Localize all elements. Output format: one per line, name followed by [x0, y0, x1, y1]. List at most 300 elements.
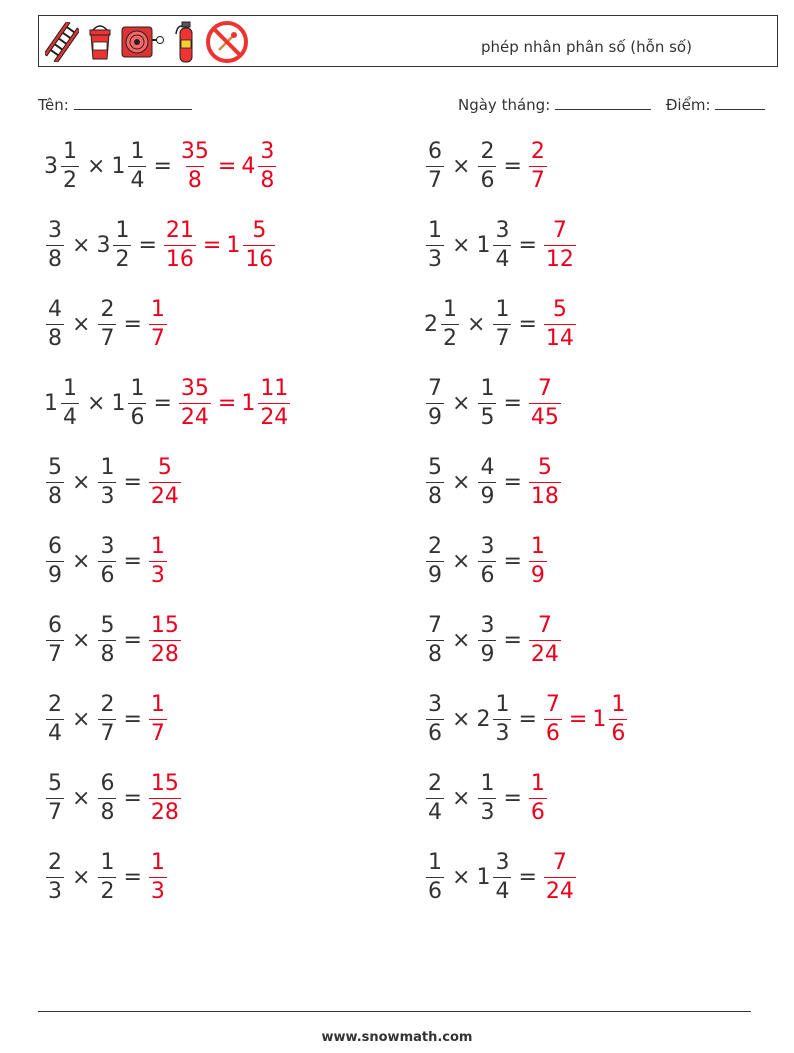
answer-mixed-number	[592, 691, 629, 746]
icon-strip	[45, 20, 249, 64]
first-factor	[44, 849, 66, 904]
second-factor-denominator: 8	[100, 641, 115, 667]
first-factor	[424, 217, 446, 272]
first-factor-numerator: 5	[48, 454, 62, 480]
second-factor-denominator: 4	[130, 167, 145, 193]
answer-fraction-fraction	[544, 691, 562, 746]
answer-fraction	[542, 296, 578, 351]
second-factor-fraction	[98, 533, 116, 588]
answer-mixed-number-fraction	[258, 375, 290, 430]
answer-fraction-numerator: 1	[150, 849, 165, 875]
second-factor-denominator: 7	[100, 325, 115, 351]
second-factor-fraction	[478, 533, 496, 588]
problem-item	[424, 532, 549, 590]
second-factor-numerator: 3	[480, 612, 495, 638]
second-factor-numerator: 1	[100, 849, 115, 875]
answer	[177, 375, 292, 430]
answer	[542, 849, 578, 904]
second-factor	[96, 217, 133, 272]
answer	[147, 533, 169, 588]
second-factor	[96, 454, 118, 509]
first-factor-numerator: 4	[48, 296, 62, 322]
answer-fraction-fraction	[149, 533, 167, 588]
second-factor-numerator: 1	[130, 138, 145, 164]
answer-fraction-denominator: 6	[530, 799, 545, 825]
first-factor-denominator: 4	[63, 404, 77, 430]
first-factor-denominator: 3	[428, 246, 442, 272]
footer-url: www.snowmath.com	[321, 1030, 473, 1045]
problem-item	[424, 611, 563, 669]
answer	[147, 612, 183, 667]
times-sign: ×	[452, 153, 471, 179]
answer	[542, 691, 629, 746]
problem-item	[44, 532, 169, 590]
equals-sign: =	[518, 706, 537, 732]
first-factor-denominator: 6	[428, 720, 442, 746]
times-sign: ×	[72, 469, 91, 495]
first-factor-numerator: 1	[63, 138, 77, 164]
fire-extinguisher-icon	[173, 20, 197, 64]
first-factor	[44, 138, 81, 193]
answer-mixed-number-whole: 1	[592, 706, 607, 732]
first-factor-denominator: 2	[63, 167, 77, 193]
name-field	[38, 95, 192, 114]
first-factor	[424, 296, 461, 351]
times-sign: ×	[72, 311, 91, 337]
second-factor-denominator: 6	[480, 167, 495, 193]
second-factor-fraction	[493, 217, 511, 272]
second-factor-whole: 2	[476, 706, 491, 732]
answer	[527, 612, 563, 667]
answer-fraction	[147, 454, 183, 509]
answer-fraction-numerator: 15	[150, 770, 179, 796]
problem-item	[424, 295, 578, 353]
second-factor-denominator: 3	[495, 720, 510, 746]
second-factor-denominator: 3	[480, 799, 495, 825]
second-factor	[111, 375, 148, 430]
answer-fraction	[542, 691, 564, 746]
first-factor-numerator: 2	[48, 691, 62, 717]
answer	[177, 138, 278, 193]
second-factor-numerator: 1	[100, 454, 115, 480]
first-factor-denominator: 4	[428, 799, 442, 825]
answer-mixed-number-whole: 4	[241, 153, 256, 179]
second-factor-denominator: 5	[480, 404, 495, 430]
date-blank[interactable]	[555, 95, 651, 110]
answer-fraction	[147, 691, 169, 746]
first-factor	[44, 375, 81, 430]
name-blank[interactable]	[74, 95, 192, 110]
first-factor-numerator: 2	[48, 849, 62, 875]
answer-fraction-denominator: 9	[530, 562, 545, 588]
first-factor-numerator: 5	[428, 454, 442, 480]
times-sign: ×	[72, 232, 91, 258]
first-factor-whole: 1	[44, 390, 58, 416]
times-sign: ×	[452, 864, 471, 890]
times-sign: ×	[452, 548, 471, 574]
second-factor-fraction	[493, 849, 511, 904]
answer-fraction-denominator: 12	[545, 246, 574, 272]
answer-fraction-denominator: 6	[545, 720, 560, 746]
answer-fraction-fraction	[544, 217, 576, 272]
answer-fraction-fraction	[529, 612, 561, 667]
equals-sign: =	[518, 232, 537, 258]
second-factor	[476, 454, 498, 509]
answer-fraction-fraction	[179, 375, 211, 430]
second-factor-numerator: 1	[115, 217, 130, 243]
second-factor-fraction	[98, 296, 116, 351]
answer-fraction-fraction	[544, 296, 576, 351]
first-factor-denominator: 8	[48, 325, 62, 351]
answer-fraction-fraction	[164, 217, 196, 272]
answer-fraction	[527, 612, 563, 667]
second-factor-denominator: 7	[100, 720, 115, 746]
times-sign: ×	[87, 153, 106, 179]
problem-item	[44, 690, 169, 748]
answer	[527, 533, 549, 588]
first-factor-denominator: 2	[443, 325, 457, 351]
first-factor-numerator: 2	[428, 770, 442, 796]
first-factor-numerator: 7	[428, 375, 442, 401]
first-factor-numerator: 1	[428, 849, 442, 875]
first-factor	[424, 454, 446, 509]
answer-mixed-number-fraction	[609, 691, 627, 746]
first-factor-fraction	[426, 533, 444, 588]
second-factor-numerator: 1	[480, 770, 495, 796]
second-factor-fraction	[478, 612, 496, 667]
problem-item	[424, 690, 629, 748]
second-factor-numerator: 2	[100, 296, 115, 322]
second-factor	[96, 691, 118, 746]
first-factor-fraction	[46, 612, 64, 667]
first-factor-fraction	[441, 296, 459, 351]
second-factor	[476, 533, 498, 588]
second-factor-fraction	[128, 138, 146, 193]
answer-mixed-number-whole: 1	[226, 232, 241, 258]
answer-mixed-number-denominator: 24	[260, 404, 289, 430]
second-factor-numerator: 3	[495, 849, 510, 875]
equals-sign: =	[123, 548, 142, 574]
first-factor-denominator: 7	[428, 167, 442, 193]
second-factor-fraction	[113, 217, 131, 272]
answer	[542, 217, 578, 272]
equals-sign: =	[123, 469, 142, 495]
first-factor-fraction	[61, 375, 79, 430]
date-label: Ngày tháng:	[458, 96, 551, 114]
second-factor-fraction	[98, 612, 116, 667]
first-factor-numerator: 6	[48, 533, 62, 559]
answer-fraction-denominator: 7	[530, 167, 545, 193]
second-factor-numerator: 4	[480, 454, 495, 480]
second-factor-numerator: 2	[480, 138, 495, 164]
answer-fraction-fraction	[149, 849, 167, 904]
first-factor	[424, 691, 446, 746]
first-factor-fraction	[426, 849, 444, 904]
header-box	[38, 15, 778, 67]
answer-fraction	[542, 849, 578, 904]
answer-fraction-numerator: 1	[150, 691, 165, 717]
second-factor-fraction	[128, 375, 146, 430]
first-factor	[424, 612, 446, 667]
first-factor-fraction	[46, 691, 64, 746]
first-factor-numerator: 5	[48, 770, 62, 796]
answer-fraction-denominator: 28	[150, 641, 179, 667]
answer	[527, 454, 563, 509]
first-factor-fraction	[46, 849, 64, 904]
first-factor	[44, 454, 66, 509]
answer-mixed-number-numerator: 11	[260, 375, 289, 401]
problem-item	[44, 611, 183, 669]
second-factor-fraction	[98, 691, 116, 746]
problem-item	[44, 848, 169, 906]
answer-mixed-number	[226, 217, 277, 272]
first-factor-fraction	[46, 770, 64, 825]
ladder-icon	[45, 22, 79, 62]
equals-sign: =	[123, 785, 142, 811]
answer-fraction-denominator: 24	[530, 641, 559, 667]
first-factor-numerator: 2	[428, 533, 442, 559]
equals-sign: =	[153, 153, 172, 179]
second-factor-denominator: 8	[100, 799, 115, 825]
answer-mixed-number-numerator: 5	[252, 217, 267, 243]
answer-mixed-number-denominator: 8	[260, 167, 275, 193]
score-blank[interactable]	[715, 95, 765, 110]
second-factor	[476, 770, 498, 825]
answer-fraction	[527, 375, 563, 430]
answer-fraction-denominator: 24	[150, 483, 179, 509]
answer-fraction-fraction	[179, 138, 211, 193]
second-factor-denominator: 2	[115, 246, 130, 272]
first-factor-denominator: 9	[428, 562, 442, 588]
first-factor-numerator: 1	[428, 217, 442, 243]
second-factor	[96, 296, 118, 351]
answer-fraction-numerator: 7	[552, 217, 567, 243]
first-factor-numerator: 7	[428, 612, 442, 638]
equals-sign: =	[123, 706, 142, 732]
second-factor	[476, 217, 513, 272]
answer-fraction-fraction	[149, 691, 167, 746]
answer-mixed-number-whole: 1	[241, 390, 256, 416]
answer-mixed-number-denominator: 6	[611, 720, 626, 746]
first-factor-whole: 2	[424, 311, 438, 337]
first-factor-denominator: 8	[428, 641, 442, 667]
times-sign: ×	[452, 469, 471, 495]
second-factor	[476, 691, 513, 746]
first-factor-numerator: 6	[428, 138, 442, 164]
second-factor	[491, 296, 513, 351]
answer-equals-sign: =	[217, 153, 237, 179]
problem-item	[44, 453, 183, 511]
answer-equals-sign: =	[217, 390, 237, 416]
second-factor-numerator: 3	[495, 217, 510, 243]
equals-sign: =	[503, 390, 522, 416]
date-score-field	[458, 95, 765, 114]
first-factor	[424, 533, 446, 588]
first-factor-denominator: 9	[428, 404, 442, 430]
second-factor-fraction	[493, 691, 511, 746]
equals-sign: =	[123, 864, 142, 890]
first-factor	[44, 217, 66, 272]
first-factor-denominator: 3	[48, 878, 62, 904]
first-factor-denominator: 4	[48, 720, 62, 746]
first-factor	[44, 770, 66, 825]
answer-fraction	[542, 217, 578, 272]
second-factor-fraction	[98, 849, 116, 904]
answer-fraction-numerator: 7	[545, 691, 560, 717]
answer-fraction-numerator: 1	[150, 533, 165, 559]
answer-fraction-denominator: 24	[180, 404, 209, 430]
answer-fraction-numerator: 35	[180, 138, 209, 164]
second-factor	[476, 138, 498, 193]
answer-fraction-numerator: 5	[157, 454, 172, 480]
answer-fraction-denominator: 16	[165, 246, 194, 272]
answer-fraction	[527, 770, 549, 825]
answer-mixed-number	[241, 375, 292, 430]
times-sign: ×	[72, 548, 91, 574]
first-factor-denominator: 8	[48, 246, 62, 272]
problem-item	[424, 453, 563, 511]
answer-fraction	[147, 296, 169, 351]
answer-fraction-fraction	[149, 612, 181, 667]
first-factor-denominator: 9	[48, 562, 62, 588]
answer	[542, 296, 578, 351]
answer	[162, 217, 277, 272]
answer	[147, 454, 183, 509]
first-factor	[424, 138, 446, 193]
answer-mixed-number-fraction	[243, 217, 275, 272]
answer-fraction	[527, 533, 549, 588]
problem-item	[44, 137, 278, 195]
first-factor-fraction	[426, 691, 444, 746]
no-matches-icon	[205, 20, 249, 64]
first-factor-fraction	[46, 454, 64, 509]
times-sign: ×	[452, 785, 471, 811]
answer-fraction-fraction	[149, 454, 181, 509]
answer-fraction-denominator: 3	[150, 878, 165, 904]
answer	[527, 138, 549, 193]
second-factor-whole: 3	[96, 232, 111, 258]
answer-fraction-numerator: 1	[530, 770, 545, 796]
second-factor-numerator: 6	[100, 770, 115, 796]
answer-mixed-number-numerator: 3	[260, 138, 275, 164]
first-factor-fraction	[46, 217, 64, 272]
equals-sign: =	[123, 627, 142, 653]
second-factor-fraction	[478, 375, 496, 430]
first-factor-fraction	[426, 217, 444, 272]
answer-fraction-fraction	[529, 770, 547, 825]
answer-fraction-denominator: 7	[150, 325, 165, 351]
second-factor	[111, 138, 148, 193]
answer-fraction-fraction	[529, 533, 547, 588]
second-factor	[476, 849, 513, 904]
times-sign: ×	[72, 785, 91, 811]
answer-fraction-numerator: 15	[150, 612, 179, 638]
problem-item	[44, 374, 292, 432]
first-factor-fraction	[426, 770, 444, 825]
problem-item	[424, 769, 549, 827]
answer-mixed-number	[241, 138, 278, 193]
times-sign: ×	[467, 311, 486, 337]
answer-fraction-numerator: 1	[150, 296, 165, 322]
first-factor	[424, 770, 446, 825]
first-factor	[44, 296, 66, 351]
second-factor-whole: 1	[111, 390, 126, 416]
second-factor-fraction	[478, 138, 496, 193]
answer	[147, 770, 183, 825]
answer-mixed-number-numerator: 1	[611, 691, 626, 717]
answer-fraction-fraction	[544, 849, 576, 904]
second-factor-fraction	[98, 770, 116, 825]
first-factor-denominator: 8	[48, 483, 62, 509]
first-factor-numerator: 3	[48, 217, 62, 243]
second-factor-whole: 1	[476, 864, 491, 890]
second-factor-numerator: 1	[495, 296, 510, 322]
problem-item	[424, 374, 563, 432]
second-factor-numerator: 2	[100, 691, 115, 717]
problem-item	[424, 216, 578, 274]
second-factor-fraction	[478, 770, 496, 825]
equals-sign: =	[503, 785, 522, 811]
answer	[147, 691, 169, 746]
second-factor	[96, 770, 118, 825]
answer-fraction	[177, 138, 213, 193]
problem-item	[44, 295, 169, 353]
problem-item	[424, 137, 549, 195]
answer-fraction-denominator: 3	[150, 562, 165, 588]
answer-fraction	[147, 612, 183, 667]
second-factor-denominator: 2	[100, 878, 115, 904]
answer-fraction-denominator: 7	[150, 720, 165, 746]
answer-fraction	[162, 217, 198, 272]
answer-fraction	[147, 533, 169, 588]
equals-sign: =	[503, 627, 522, 653]
second-factor-denominator: 4	[495, 878, 510, 904]
second-factor	[96, 533, 118, 588]
answer-equals-sign: =	[202, 232, 222, 258]
name-label: Tên:	[38, 96, 69, 114]
second-factor-whole: 1	[111, 153, 126, 179]
first-factor-fraction	[61, 138, 79, 193]
answer-fraction-denominator: 14	[545, 325, 574, 351]
second-factor-numerator: 1	[480, 375, 495, 401]
answer-fraction-numerator: 21	[165, 217, 194, 243]
equals-sign: =	[518, 311, 537, 337]
answer-equals-sign: =	[568, 706, 588, 732]
second-factor	[476, 375, 498, 430]
second-factor-denominator: 3	[100, 483, 115, 509]
fire-hose-reel-icon	[121, 22, 165, 62]
answer-fraction-denominator: 24	[545, 878, 574, 904]
answer-mixed-number-denominator: 16	[245, 246, 274, 272]
second-factor-denominator: 6	[100, 562, 115, 588]
answer-fraction-fraction	[529, 375, 561, 430]
equals-sign: =	[503, 469, 522, 495]
second-factor-denominator: 4	[495, 246, 510, 272]
answer-fraction-fraction	[529, 454, 561, 509]
answer-mixed-number-fraction	[258, 138, 276, 193]
fire-bucket-icon	[87, 22, 113, 62]
answer-fraction-numerator: 7	[537, 612, 552, 638]
second-factor-numerator: 5	[100, 612, 115, 638]
answer-fraction-fraction	[149, 770, 181, 825]
first-factor-fraction	[426, 138, 444, 193]
answer	[527, 375, 563, 430]
second-factor-fraction	[478, 454, 496, 509]
equals-sign: =	[503, 548, 522, 574]
times-sign: ×	[452, 706, 471, 732]
times-sign: ×	[87, 390, 106, 416]
answer-fraction-fraction	[529, 138, 547, 193]
